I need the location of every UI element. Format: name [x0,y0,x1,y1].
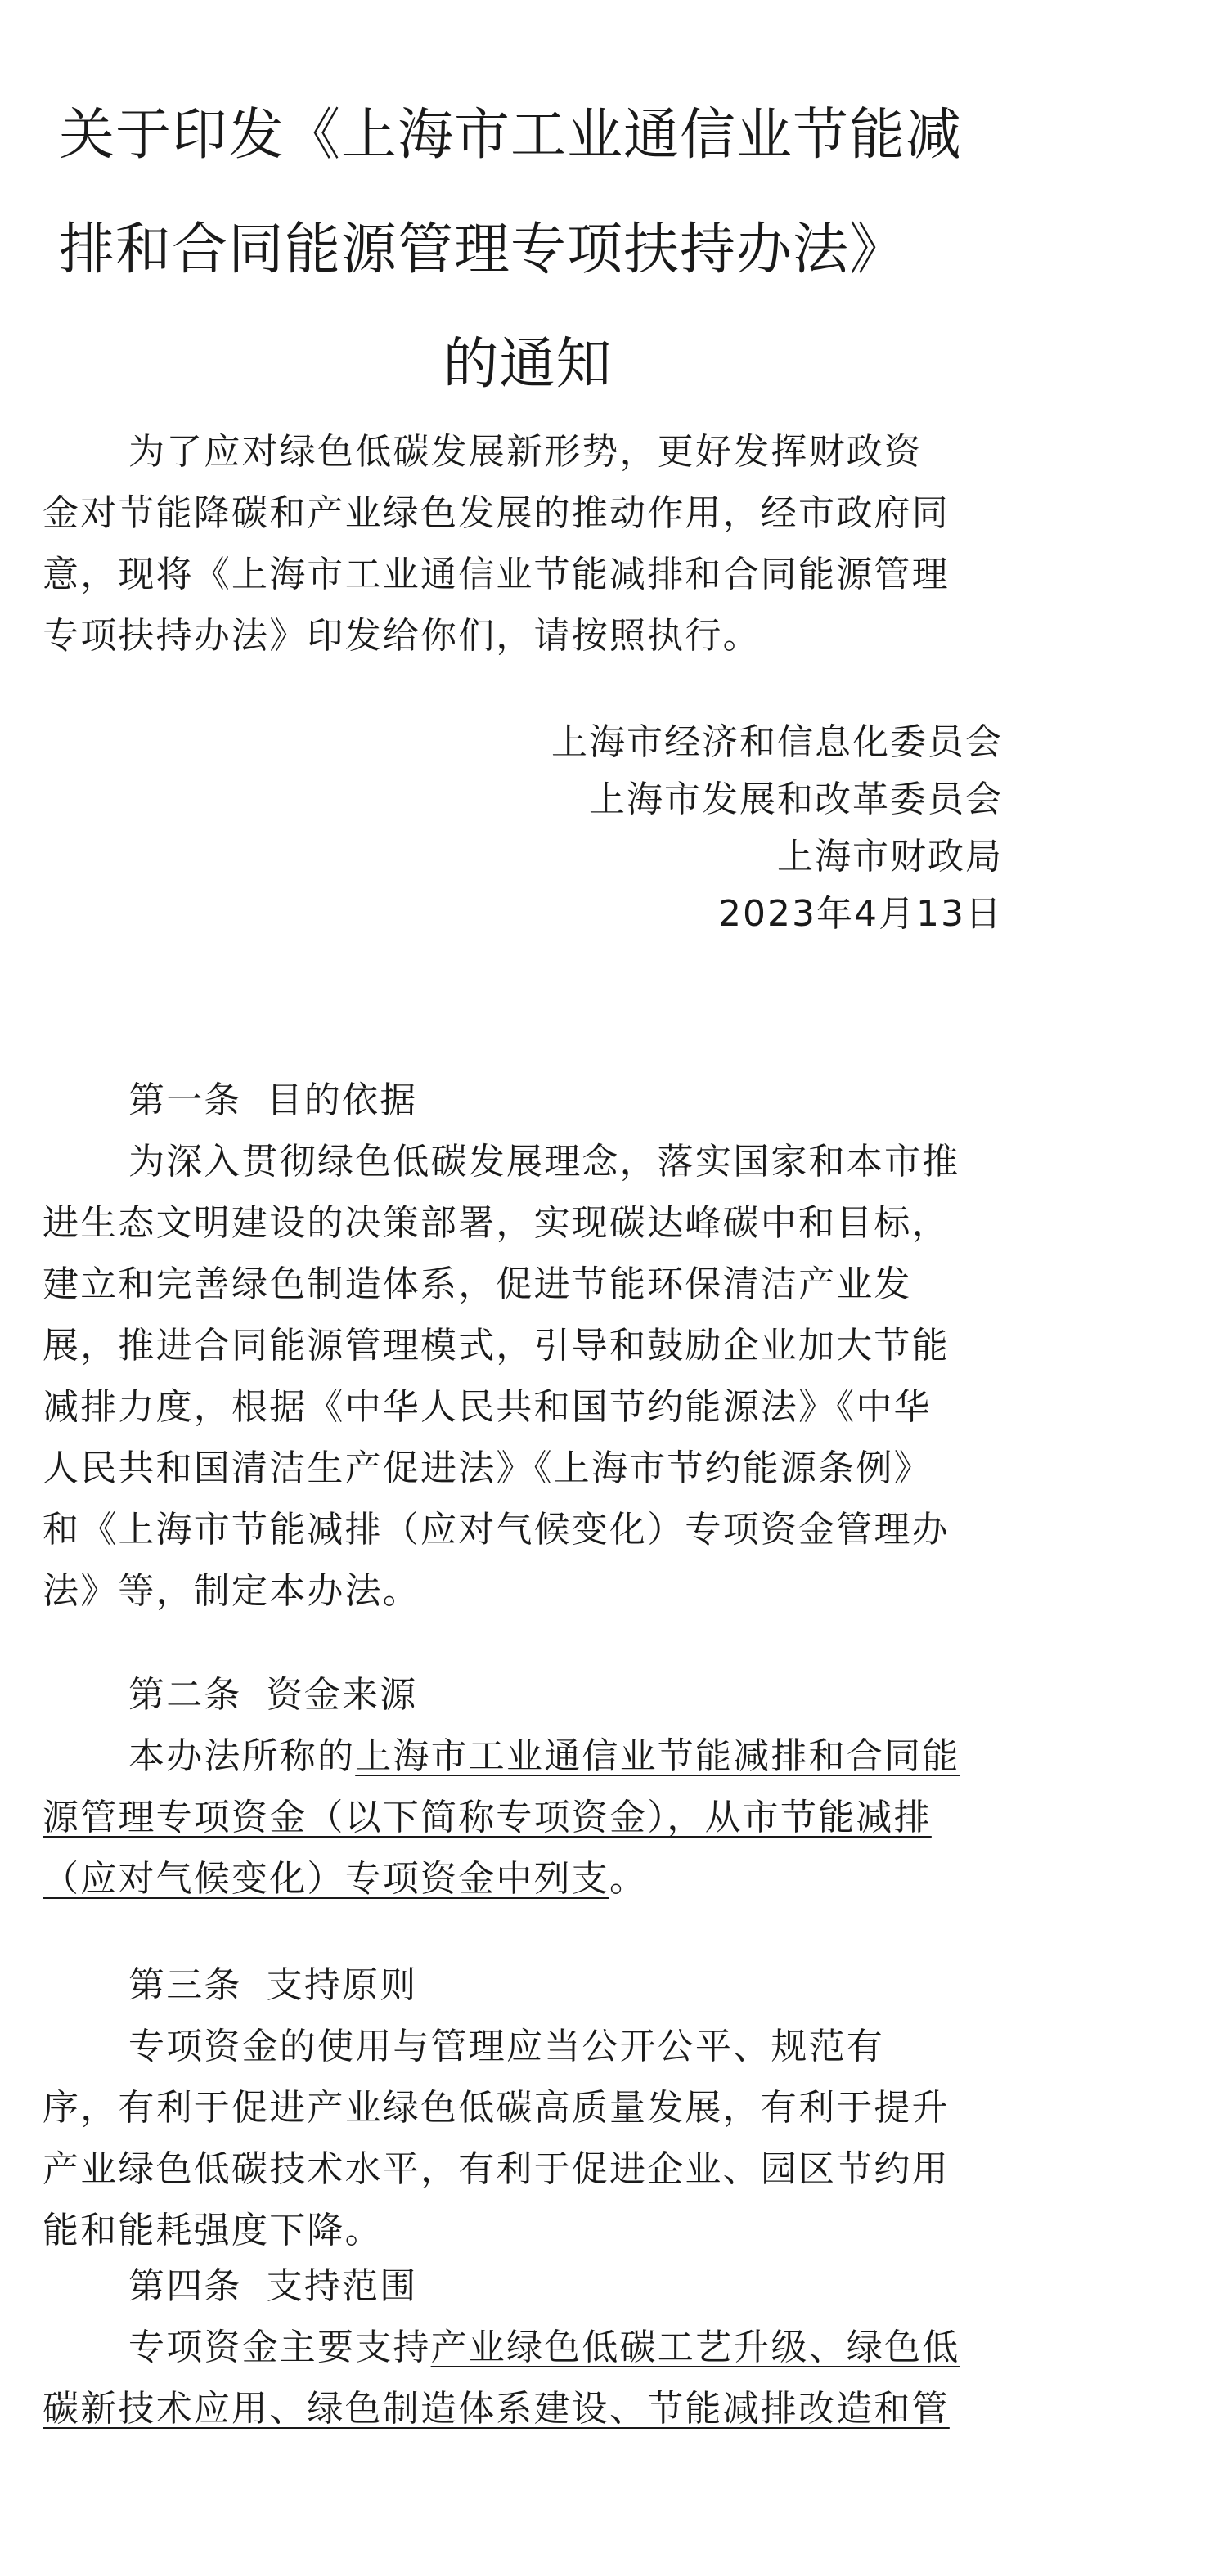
article-1-line: 减排力度，根据《中华人民共和国节约能源法》《中华 [43,1386,932,1428]
signature-org-3: 上海市财政局 [777,836,1003,877]
document-title [49,79,1006,422]
article-4-underlined-text: 碳新技术应用、绿色制造体系建设、节能减排改造和管 [43,2388,950,2430]
article-1-line: 人民共和国清洁生产促进法》《上海市节约能源条例》 [43,1447,932,1489]
article-2-line [43,1848,1008,1910]
signature-block [551,714,1003,943]
article-3-line: 能和能耗强度下降。 [43,2210,383,2251]
article-4-line [43,2317,1008,2378]
article-2-suffix: 。 [609,1858,648,1900]
title-line-1: 关于印发《上海市工业通信业节能减 [59,103,963,168]
article-4-heading [128,2255,417,2317]
article-title: 支持范围 [266,2265,418,2307]
article-2-prefix: 本办法所称的 [128,1735,356,1777]
article-2-underlined-text: 源管理专项资金（以下简称专项资金），从市节能减排 [43,1797,932,1838]
article-3-heading [128,1954,417,2016]
signature-org-2: 上海市发展和改革委员会 [589,779,1003,820]
article-number: 第四条 [128,2265,242,2307]
article-2-underlined-text: 上海市工业通信业节能减排和合同能 [355,1735,960,1777]
article-4-prefix: 专项资金主要支持 [128,2327,431,2368]
article-number: 第二条 [128,1674,242,1716]
intro-line: 专项扶持办法》印发给你们，请按照执行。 [43,615,761,657]
signature-date: 2023年4月13日 [718,893,1003,935]
article-2-line [43,1787,1008,1848]
intro-paragraph [43,421,1008,666]
title-line-3: 的通知 [443,332,613,397]
title-line-2: 排和合同能源管理专项扶持办法》 [59,218,906,282]
article-title: 支持原则 [266,1964,418,2006]
article-number: 第三条 [128,1964,242,2006]
article-title: 目的依据 [266,1079,418,1121]
article-2-underlined-text: （应对气候变化）专项资金中列支 [43,1858,609,1900]
article-1-line: 建立和完善绿色制造体系，促进节能环保清洁产业发 [43,1263,912,1305]
article-number: 第一条 [128,1079,242,1121]
article-4-underlined-text: 产业绿色低碳工艺升级、绿色低 [430,2327,960,2368]
article-1-line: 为深入贯彻绿色低碳发展理念，落实国家和本市推 [128,1141,960,1183]
article-1-line: 和《上海市节能减排（应对气候变化）专项资金管理办 [43,1509,950,1551]
intro-line: 为了应对绿色低碳发展新形势，更好发挥财政资 [128,431,923,473]
article-1-body [43,1131,1008,1622]
article-1-line: 进生态文明建设的决策部署，实现碳达峰碳中和目标， [43,1202,950,1244]
signature-org-1: 上海市经济和信息化委员会 [551,721,1003,763]
article-2-body [43,1726,1008,1910]
article-2-heading [128,1664,417,1726]
article-3-line: 产业绿色低碳技术水平，有利于促进企业、园区节约用 [43,2148,950,2190]
article-1-line: 展，推进合同能源管理模式，引导和鼓励企业加大节能 [43,1325,950,1367]
article-title: 资金来源 [266,1674,418,1716]
article-3-body [43,2016,1008,2261]
article-3-line: 序，有利于促进产业绿色低碳高质量发展，有利于提升 [43,2087,950,2129]
article-1-heading [128,1070,417,1131]
article-3-line: 专项资金的使用与管理应当公开公平、规范有 [128,2026,884,2067]
intro-line: 意，现将《上海市工业通信业节能减排和合同能源管理 [43,554,950,595]
article-2-line [43,1726,1008,1787]
article-4-body [43,2317,1008,2439]
article-1-line: 法》等，制定本办法。 [43,1570,420,1612]
article-4-line [43,2378,1008,2439]
intro-line: 金对节能降碳和产业绿色发展的推动作用，经市政府同 [43,492,950,534]
